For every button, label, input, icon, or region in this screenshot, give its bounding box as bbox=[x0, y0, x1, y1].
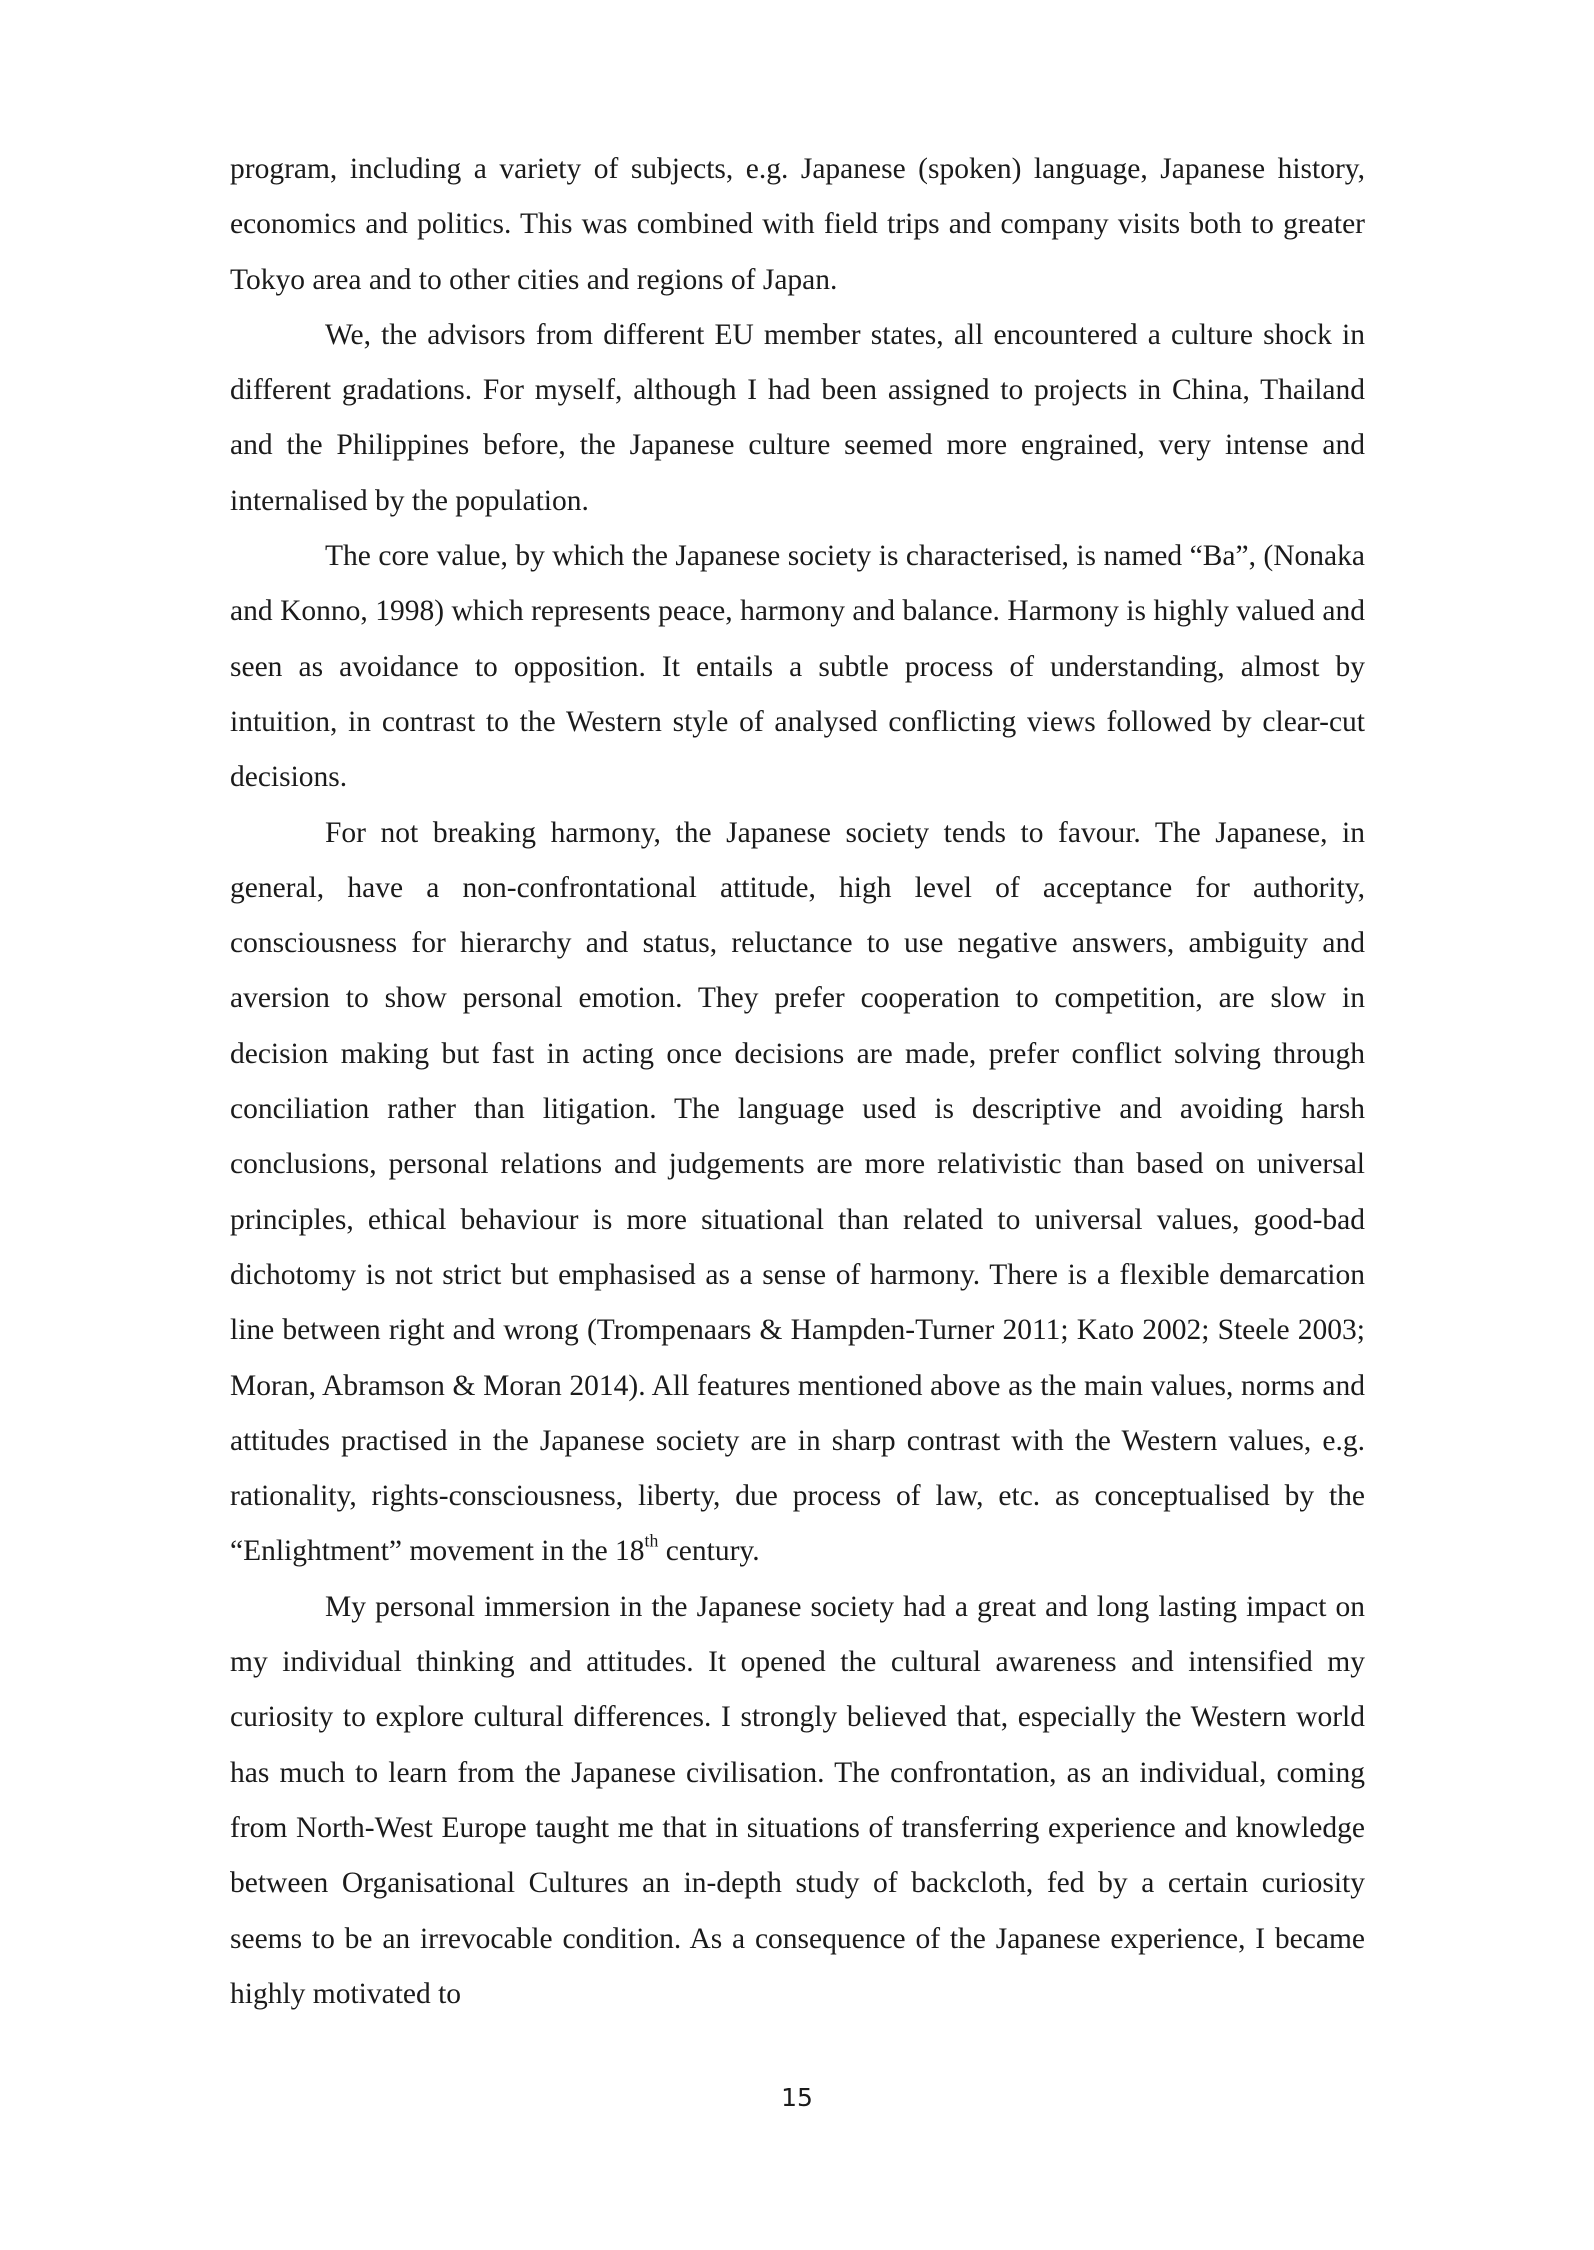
paragraph-4-text-end: century. bbox=[658, 1535, 760, 1568]
page-number: 15 bbox=[781, 2083, 813, 2112]
paragraph-2: We, the advisors from different EU member states, all encountered a culture shock in different gradations. For myself, although I had been assigned to projects in China, Thailand and the Philippines before, the Japanese culture seemed more engrained, very intense and internalised by the population. bbox=[230, 318, 1365, 517]
paragraph-1: program, including a variety of subjects, e.g. Japanese (spoken) language, Japanese history, economics and politics. This was combined with field trips and company visits both to greater Tokyo area and to other cities and regions of Japan. bbox=[230, 153, 1365, 296]
paragraph-5: My personal immersion in the Japanese society had a great and long lasting impact on my individual thinking and attitudes. It opened the cultural awareness and intensified my curiosity to explore cultural differences. I strongly believed that, especially the Western world has much to learn from the Japanese civilisation. The confrontation, as an individual, coming from North-West Europe taught me that in situations of transferring experience and knowledge between Organisational Cultures an in-depth study of backcloth, fed by a certain curiosity seems to be an irrevocable condition. As a consequence of the Japanese experience, I became highly motivated to bbox=[230, 1590, 1365, 2010]
paragraph-4 bbox=[230, 806, 1365, 1580]
paragraph-3: The core value, by which the Japanese society is characterised, is named “Ba”, (Nonaka and Konno, 1998) which represents peace, harmony and balance. Harmony is highly valued and seen as avoidance to opposition. It entails a subtle process of understanding, almost by intuition, in contrast to the Western style of analysed conflicting views followed by clear-cut decisions. bbox=[230, 540, 1365, 794]
ordinal-superscript: th bbox=[644, 1531, 659, 1552]
paragraph-4-text: For not breaking harmony, the Japanese society tends to favour. The Japanese, in general, have a non-confrontational attitude, high level of acceptance for authority, consciousness for hierarchy and status, reluctance to use negative answers, ambiguity and aversion to show personal emotion. They prefer cooperation to competition, are slow in decision making but fast in acting once decisions are made, prefer conflict solving through conciliation rather than litigation. The language used is descriptive and avoiding harsh conclusions, personal relations and judgements are more relativistic than based on universal principles, ethical behaviour is more situational than related to universal values, good-bad dichotomy is not strict but emphasised as a sense of harmony. There is a flexible demarcation line between right and wrong (Trompenaars & Hampden-Turner 2011; Kato 2002; Steele 2003; Moran, Abramson & Moran 2014). All features mentioned above as the main values, norms and attitudes practised in the Japanese society are in sharp contrast with the Western values, e.g. rationality, rights-consciousness, liberty, due process of law, etc. as conceptualised by the “Enlightment” movement in the 18 bbox=[230, 816, 1365, 1568]
body-text bbox=[230, 142, 1365, 2022]
